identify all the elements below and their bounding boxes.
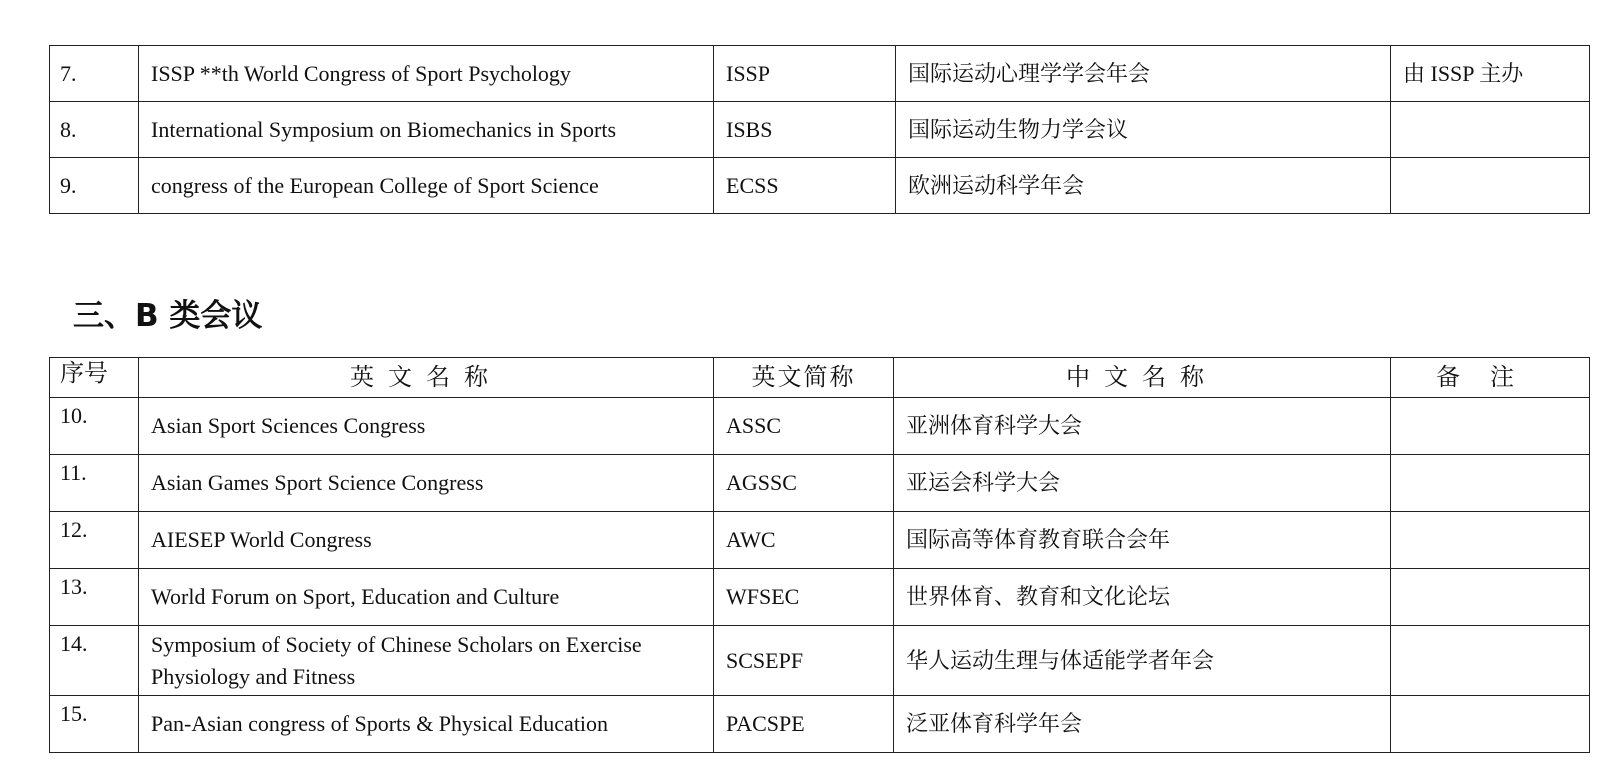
remark bbox=[1391, 158, 1590, 214]
english-name: Symposium of Society of Chinese Scholars on Exercise Physiology and Fitness bbox=[139, 626, 714, 696]
english-name: AIESEP World Congress bbox=[139, 512, 714, 569]
remark bbox=[1391, 102, 1590, 158]
table-row bbox=[50, 398, 1590, 455]
english-name: congress of the European College of Sport Science bbox=[139, 158, 714, 214]
chinese-name: 亚洲体育科学大会 bbox=[894, 398, 1391, 455]
table-row bbox=[50, 46, 1590, 102]
english-name: ISSP **th World Congress of Sport Psychology bbox=[139, 46, 714, 102]
english-abbreviation: ISSP bbox=[714, 46, 896, 102]
english-name: International Symposium on Biomechanics in Sports bbox=[139, 102, 714, 158]
section-heading-b-conferences: 三、B 类会议 bbox=[73, 298, 263, 334]
header-number: 序号 bbox=[50, 358, 139, 398]
remark bbox=[1391, 455, 1590, 512]
table-row bbox=[50, 626, 1590, 696]
english-abbreviation: SCSEPF bbox=[714, 626, 894, 696]
chinese-name: 泛亚体育科学年会 bbox=[894, 696, 1391, 753]
remark bbox=[1391, 626, 1590, 696]
table-row bbox=[50, 158, 1590, 214]
english-abbreviation: AGSSC bbox=[714, 455, 894, 512]
english-name: World Forum on Sport, Education and Culture bbox=[139, 569, 714, 626]
remark: 由 ISSP 主办 bbox=[1391, 46, 1590, 102]
english-name: Pan-Asian congress of Sports & Physical Education bbox=[139, 696, 714, 753]
english-name: Asian Games Sport Science Congress bbox=[139, 455, 714, 512]
row-number: 9. bbox=[50, 158, 139, 214]
table-row bbox=[50, 569, 1590, 626]
table-row bbox=[50, 512, 1590, 569]
english-abbreviation: AWC bbox=[714, 512, 894, 569]
remark bbox=[1391, 398, 1590, 455]
chinese-name: 国际运动心理学学会年会 bbox=[896, 46, 1391, 102]
conference-table-a-continued bbox=[49, 45, 1590, 214]
english-abbreviation: WFSEC bbox=[714, 569, 894, 626]
english-abbreviation: ISBS bbox=[714, 102, 896, 158]
row-number: 11. bbox=[50, 455, 139, 512]
table-row bbox=[50, 102, 1590, 158]
chinese-name: 欧洲运动科学年会 bbox=[896, 158, 1391, 214]
row-number: 13. bbox=[50, 569, 139, 626]
chinese-name: 国际高等体育教育联合会年 bbox=[894, 512, 1391, 569]
conference-table-b bbox=[49, 357, 1590, 753]
header-chinese-name: 中文名称 bbox=[894, 358, 1391, 398]
chinese-name: 亚运会科学大会 bbox=[894, 455, 1391, 512]
row-number: 15. bbox=[50, 696, 139, 753]
header-english-name: 英文名称 bbox=[139, 358, 714, 398]
table-row bbox=[50, 455, 1590, 512]
row-number: 14. bbox=[50, 626, 139, 696]
chinese-name: 世界体育、教育和文化论坛 bbox=[894, 569, 1391, 626]
chinese-name: 华人运动生理与体适能学者年会 bbox=[894, 626, 1391, 696]
chinese-name: 国际运动生物力学会议 bbox=[896, 102, 1391, 158]
table-header-row bbox=[50, 358, 1590, 398]
row-number: 12. bbox=[50, 512, 139, 569]
remark bbox=[1391, 696, 1590, 753]
english-abbreviation: ECSS bbox=[714, 158, 896, 214]
remark bbox=[1391, 512, 1590, 569]
header-remark: 备注 bbox=[1391, 358, 1590, 398]
row-number: 8. bbox=[50, 102, 139, 158]
header-english-abbreviation: 英文简称 bbox=[714, 358, 894, 398]
row-number: 7. bbox=[50, 46, 139, 102]
row-number: 10. bbox=[50, 398, 139, 455]
table-row bbox=[50, 696, 1590, 753]
remark bbox=[1391, 569, 1590, 626]
english-name: Asian Sport Sciences Congress bbox=[139, 398, 714, 455]
english-abbreviation: ASSC bbox=[714, 398, 894, 455]
english-abbreviation: PACSPE bbox=[714, 696, 894, 753]
